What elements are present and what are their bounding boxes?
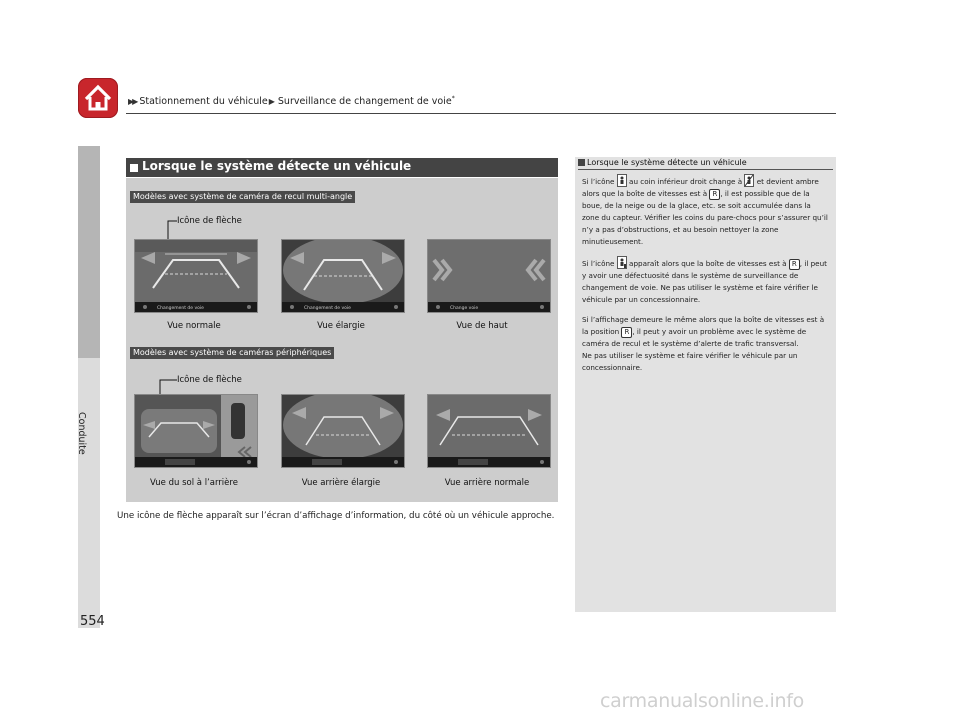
breadcrumb-item-parking[interactable]: Stationnement du véhicule (139, 96, 268, 108)
page-number: 554 (80, 614, 105, 629)
note-divider (578, 169, 833, 170)
reverse-gear-key-icon: R (709, 189, 720, 200)
note-text: , il peut y avoir une défectuosité dans le système de surveillance de changement de voie. Ne pas utiliser le système et faire vérifier le véhicule par un concessionnaire. (582, 259, 827, 304)
breadcrumb (128, 95, 455, 107)
home-icon (78, 78, 118, 118)
caption-top-view: Vue de haut (456, 321, 508, 331)
breadcrumb-item-lane-watch[interactable]: Surveillance de changement de voie (277, 96, 452, 108)
caption-rear-wide-view: Vue arrière élargie (301, 478, 381, 488)
sidebar-tab-top (78, 146, 100, 358)
camera-screen-wide (281, 239, 405, 313)
sensor-blocked-icon (744, 174, 754, 187)
sidebar-label: Conduite (76, 412, 87, 455)
reverse-gear-key-icon: R (789, 259, 800, 270)
breadcrumb-arrow-icon: ▶ (268, 97, 275, 107)
note-text: Si l’icône (582, 259, 615, 268)
note-title (578, 158, 747, 167)
note-paragraph-3 (582, 314, 830, 374)
note-title-text: Lorsque le système détecte un véhicule (587, 158, 747, 167)
camera-screen-normal (134, 239, 258, 313)
note-paragraph-1 (582, 174, 830, 248)
system-fault-icon (617, 256, 627, 269)
model-tag-surround: Modèles avec système de caméras périphériques (130, 347, 334, 359)
breadcrumb-arrow-icon: ▶▶ (128, 97, 137, 107)
model-tag-multi-angle: Modèles avec système de caméra de recul multi-angle (130, 191, 355, 203)
arrow-icon-callout: Icône de flèche (177, 216, 242, 226)
caption-ground-rear-view: Vue du sol à l’arrière (150, 478, 238, 488)
screen-text: Change voie (450, 306, 479, 311)
reverse-gear-key-icon: R (621, 327, 632, 338)
note-bullet-icon (578, 159, 585, 166)
caption-wide-view: Vue élargie (317, 321, 365, 331)
camera-screen-rear-wide (281, 394, 405, 468)
section-title: Lorsque le système détecte un véhicule (142, 159, 412, 173)
watermark: carmanualsonline.info (600, 690, 804, 712)
caption-normal-view: Vue normale (167, 321, 221, 331)
sensor-icon (617, 174, 627, 187)
header-divider (126, 113, 836, 114)
camera-screen-ground-rear (134, 394, 258, 468)
home-button[interactable] (78, 78, 118, 118)
note-text: au coin inférieur droit change à (629, 177, 743, 186)
camera-screen-top (427, 239, 551, 313)
section-bullet-icon (130, 164, 138, 172)
screen-text: Changement de voie (157, 306, 204, 311)
note-body (582, 174, 830, 382)
screen-text: Changement de voie (304, 306, 351, 311)
note-text: Si l’affichage demeure le même alors que la boîte de vitesses est à la position (582, 315, 825, 336)
caption-rear-normal-view: Vue arrière normale (444, 478, 530, 488)
camera-screen-rear-normal (427, 394, 551, 468)
note-text: apparaît alors que la boîte de vitesses est à (629, 259, 787, 268)
note-text: et devient ambre alors que la boîte de vitesses est à (582, 177, 819, 198)
body-paragraph: Une icône de flèche apparaît sur l’écran d’affichage d’information, du côté où un véhicule approche. (117, 511, 555, 521)
sidebar-tab-active[interactable] (78, 358, 100, 628)
note-text: , il est possible que de la boue, de la neige ou de la glace, etc. se soit accumulée dans la zone du capteur. Vérifier les coins du pare-chocs pour s’assurer qu’il n’y a pas d’obstructions, et au besoin nettoyer la zone minutieusement. (582, 189, 828, 246)
note-text: Ne pas utiliser le système et faire vérifier le véhicule par un concessionnaire. (582, 351, 798, 372)
note-text: , il peut y avoir un problème avec le système de caméra de recul et le système d’alerte de trafic transversal. (582, 327, 807, 348)
arrow-icon-callout-2: Icône de flèche (177, 375, 242, 385)
note-text: Si l’icône (582, 177, 615, 186)
breadcrumb-star: * (451, 95, 455, 102)
note-paragraph-2 (582, 256, 830, 306)
